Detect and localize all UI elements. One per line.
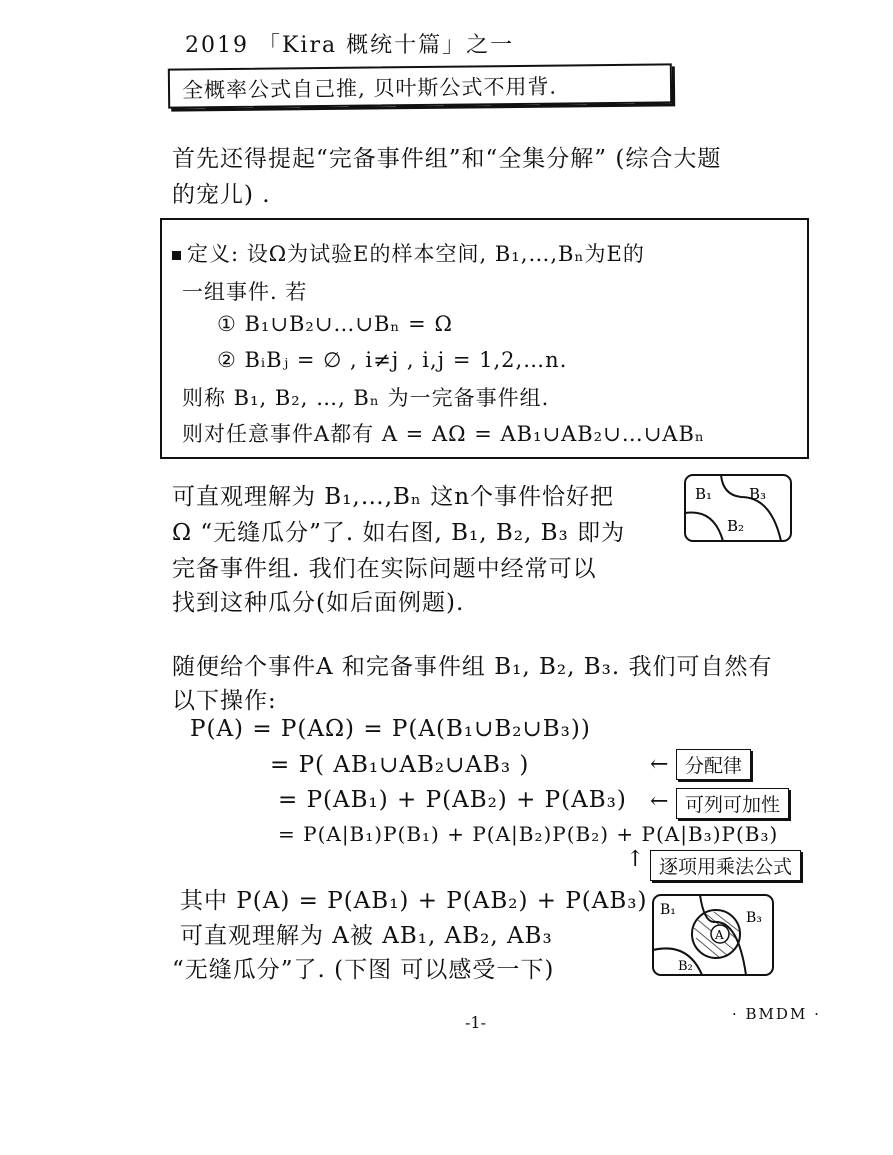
annotation-countable-additivity: 可列可加性 bbox=[676, 788, 789, 819]
brand-mark: · BMDM · bbox=[732, 1005, 821, 1023]
conclusion-line-1: 其中 P(A) = P(AB₁) + P(AB₂) + P(AB₃) bbox=[180, 888, 648, 914]
arrow-left-icon: ← bbox=[650, 789, 669, 814]
explain-line-2: Ω “无缝瓜分”了. 如右图, B₁, B₂, B₃ 即为 bbox=[172, 520, 626, 546]
equation-1: P(A) = P(AΩ) = P(A(B₁∪B₂∪B₃)) bbox=[190, 716, 591, 742]
diagram2-b3-label: B₃ bbox=[746, 910, 762, 926]
partition-diagram bbox=[683, 473, 795, 545]
derivation-line-2: 以下操作: bbox=[172, 688, 277, 714]
equation-2: = P( AB₁∪AB₂∪AB₃ ) bbox=[270, 752, 530, 778]
annotation-multiplication: 逐项用乘法公式 bbox=[650, 850, 801, 881]
diagram2-b1-label: B₁ bbox=[660, 902, 676, 918]
diagram2-a-label: A bbox=[715, 928, 724, 942]
arrow-up-icon: ↑ bbox=[626, 847, 645, 872]
diagram1-b1-label: B₁ bbox=[695, 485, 713, 503]
event-partition-diagram bbox=[650, 892, 778, 980]
conclusion-line-3: “无缝瓜分”了. (下图 可以感受一下) bbox=[172, 957, 555, 983]
arrow-left-icon: ← bbox=[650, 752, 669, 777]
page-title: 2019 「Kira 概统十篇」之一 bbox=[185, 33, 515, 58]
conclusion-line-2: 可直观理解为 A被 AB₁, AB₂, AB₃ bbox=[180, 923, 553, 949]
subtitle: 全概率公式自己推, 贝叶斯公式不用背. bbox=[181, 74, 558, 103]
diagram1-b3-label: B₃ bbox=[749, 485, 767, 503]
subtitle-box bbox=[168, 63, 672, 108]
page-number: -1- bbox=[465, 1013, 486, 1032]
explain-line-4: 找到这种瓜分(如后面例题). bbox=[172, 590, 465, 616]
definition-box bbox=[160, 218, 809, 459]
bullet-icon bbox=[172, 251, 181, 260]
annotation-distributive: 分配律 bbox=[676, 749, 751, 780]
diagram1-b2-label: B₂ bbox=[727, 517, 745, 535]
explain-line-1: 可直观理解为 B₁,…,Bₙ 这n个事件恰好把 bbox=[172, 484, 615, 510]
equation-3: = P(AB₁) + P(AB₂) + P(AB₃) bbox=[278, 787, 627, 813]
intro-line-2: 的宠儿) . bbox=[172, 182, 271, 208]
definition-line-2: 一组事件. 若 bbox=[182, 280, 308, 304]
definition-line-5: 则称 B₁, B₂, …, Bₙ 为一完备事件组. bbox=[182, 386, 550, 410]
diagram2-b2-label: B₂ bbox=[678, 959, 693, 974]
definition-condition-1: ① B₁∪B₂∪…∪Bₙ = Ω bbox=[217, 312, 453, 336]
intro-line-1: 首先还得提起“完备事件组”和“全集分解” (综合大题 bbox=[172, 146, 722, 172]
definition-condition-2: ② BᵢBⱼ = ∅ , i≠j , i,j = 1,2,…n. bbox=[217, 348, 568, 372]
definition-line-6: 则对任意事件A都有 A = AΩ = AB₁∪AB₂∪…∪ABₙ bbox=[182, 422, 705, 446]
equation-4: = P(A|B₁)P(B₁) + P(A|B₂)P(B₂) + P(A|B₃)P(B₃) bbox=[278, 822, 779, 846]
explain-line-3: 完备事件组. 我们在实际问题中经常可以 bbox=[172, 556, 597, 582]
derivation-line-1: 随便给个事件A 和完备事件组 B₁, B₂, B₃. 我们可自然有 bbox=[172, 654, 773, 680]
definition-line-1: 定义: 设Ω为试验E的样本空间, B₁,…,Bₙ为E的 bbox=[172, 238, 645, 268]
